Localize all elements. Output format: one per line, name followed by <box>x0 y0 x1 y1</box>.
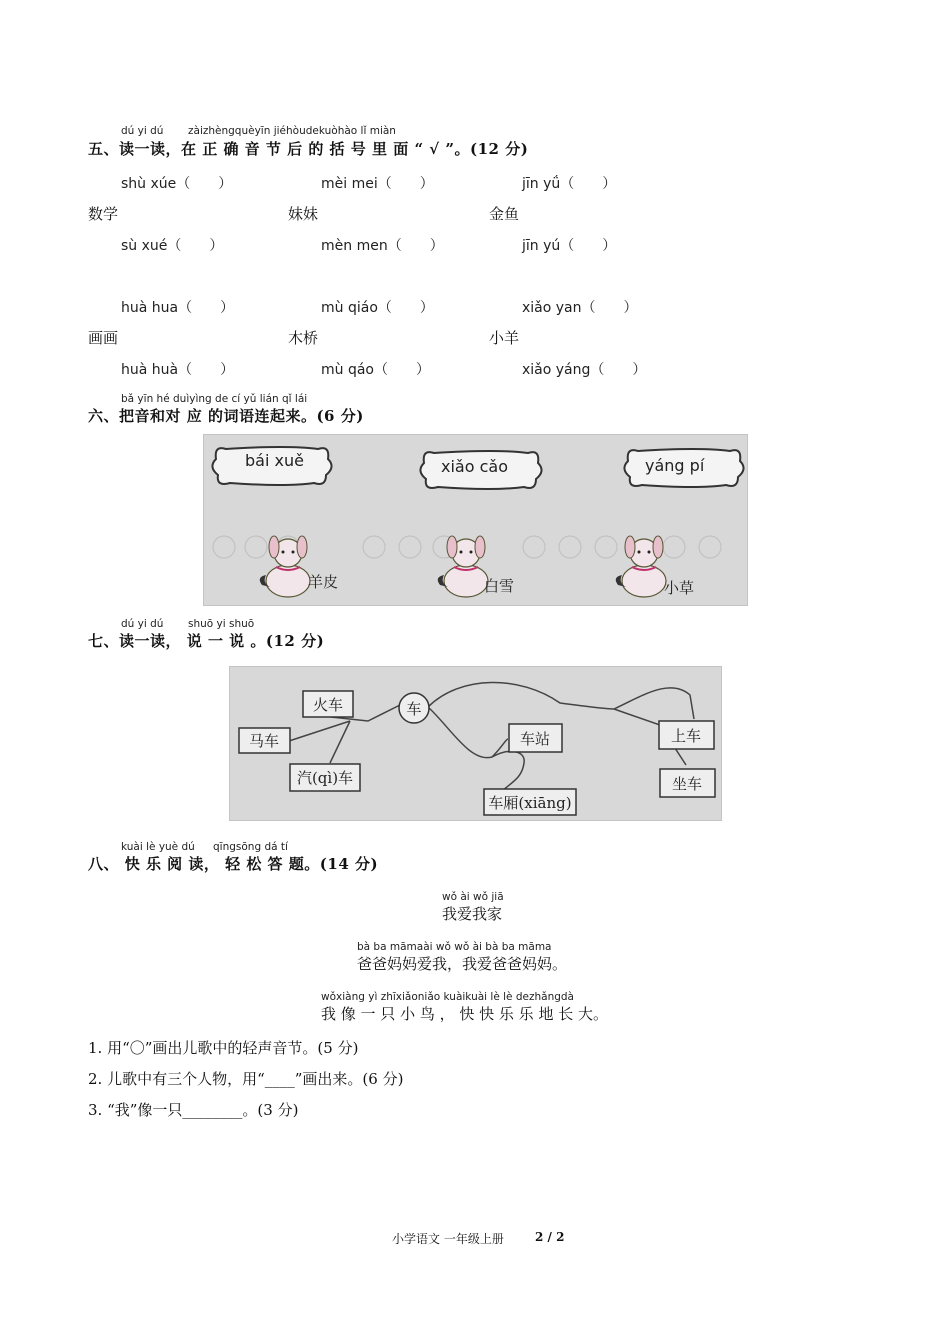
poem-line2-pinyin: wǒxiàng yì zhīxiǎoniǎo kuàikuài lè lè dezhǎngdà <box>321 991 574 1003</box>
s5-col4-opt1: huà hua（ ） <box>121 300 235 316</box>
node-horse-cart: 马车 <box>248 732 280 750</box>
s5-col2-opt2: mèn men（ ） <box>321 238 444 254</box>
dog-3-label: 小草 <box>664 579 695 597</box>
poem-title-pinyin: wǒ ài wǒ jiā <box>442 891 504 903</box>
s5-col4-word: 画画 <box>88 329 119 347</box>
footer-page-number: 2 / 2 <box>535 1230 565 1244</box>
bone-2-label: xiǎo cǎo <box>441 457 508 476</box>
s5-col3-opt2: jīn yú（ ） <box>522 238 617 254</box>
question-3: 3. “我”像一只________。(3 分) <box>88 1101 299 1119</box>
s5-col2-word: 妹妹 <box>288 205 319 223</box>
vehicle-word-map-figure <box>229 666 722 821</box>
s5-col5-opt1: mù qiáo（ ） <box>321 300 434 316</box>
s5-col2-opt1: mèi mei（ ） <box>321 176 434 192</box>
node-automobile: 汽(qì)车 <box>296 769 354 787</box>
poem-line2: 我 像 一 只 小 鸟 ， 快 快 乐 乐 地 长 大。 <box>321 1005 608 1023</box>
s5-col3-word: 金鱼 <box>489 205 520 223</box>
s5-col4-opt2: huà huà（ ） <box>121 362 235 378</box>
node-center: 车 <box>406 700 422 718</box>
s5-col5-opt2: mù qáo（ ） <box>321 362 430 378</box>
question-2: 2. 儿歌中有三个人物，用“____”画出来。(6 分) <box>88 1070 404 1088</box>
dog-3 <box>616 536 666 597</box>
s7-pinyin-2: shuō yi shuō <box>188 618 255 630</box>
s5-col3-opt1: jīn yǘ（ ） <box>522 176 617 192</box>
s5-pinyin-2: zàizhèngquèyīn jiéhòudekuòhào lǐ miàn <box>188 125 396 137</box>
s5-col6-opt2: xiǎo yáng（ ） <box>522 362 647 378</box>
poem-line1: 爸爸妈妈爱我，我爱爸爸妈妈。 <box>357 955 568 973</box>
s7-pinyin-1: dú yi dú <box>121 618 164 630</box>
node-board: 上车 <box>670 727 702 745</box>
node-carriage: 车厢(xiāng) <box>488 794 572 812</box>
s5-pinyin-1: dú yi dú <box>121 125 164 137</box>
dog-2 <box>438 536 488 597</box>
bone-3-label: yáng pí <box>645 456 705 475</box>
s5-col6-word: 小羊 <box>489 329 520 347</box>
node-station: 车站 <box>519 730 551 748</box>
s5-heading: 五、读一读，在 正 确 音 节 后 的 括 号 里 面 “ √ ”。(12 分) <box>88 140 529 158</box>
dog-2-label: 白雪 <box>484 577 515 595</box>
node-train: 火车 <box>312 696 344 714</box>
s7-heading: 七、读一读， 说 一 说 。(12 分) <box>88 632 325 650</box>
bone-1-label: bái xuě <box>245 451 304 470</box>
s5-col6-opt1: xiǎo yan（ ） <box>522 300 638 316</box>
dog-1-label: 羊皮 <box>308 573 339 591</box>
poem-line1-pinyin: bà ba māmaài wǒ wǒ ài bà ba māma <box>357 941 552 953</box>
s5-col5-word: 木桥 <box>288 329 319 347</box>
s8-pinyin-2: qīngsōng dá tí <box>213 841 288 853</box>
s5-col1-opt2: sù xué（ ） <box>121 238 224 254</box>
s8-pinyin-1: kuài lè yuè dú <box>121 841 195 853</box>
node-ride: 坐车 <box>671 775 703 793</box>
s5-col1-opt1: shù xúe（ ） <box>121 176 233 192</box>
question-1: 1. 用“〇”画出儿歌中的轻声音节。(5 分) <box>88 1039 359 1057</box>
poem-title: 我爱我家 <box>442 905 503 923</box>
s8-heading: 八、 快 乐 阅 读， 轻 松 答 题。(14 分) <box>88 855 379 873</box>
s5-col1-word: 数学 <box>88 205 119 223</box>
s6-heading: 六、把音和对 应 的词语连起来。(6 分) <box>88 407 364 425</box>
bone-dog-matching-figure <box>203 434 748 606</box>
s6-pinyin: bǎ yīn hé duìyìng de cí yǔ lián qǐ lái <box>121 393 308 405</box>
footer-label: 小学语文 一年级上册 <box>392 1232 504 1246</box>
